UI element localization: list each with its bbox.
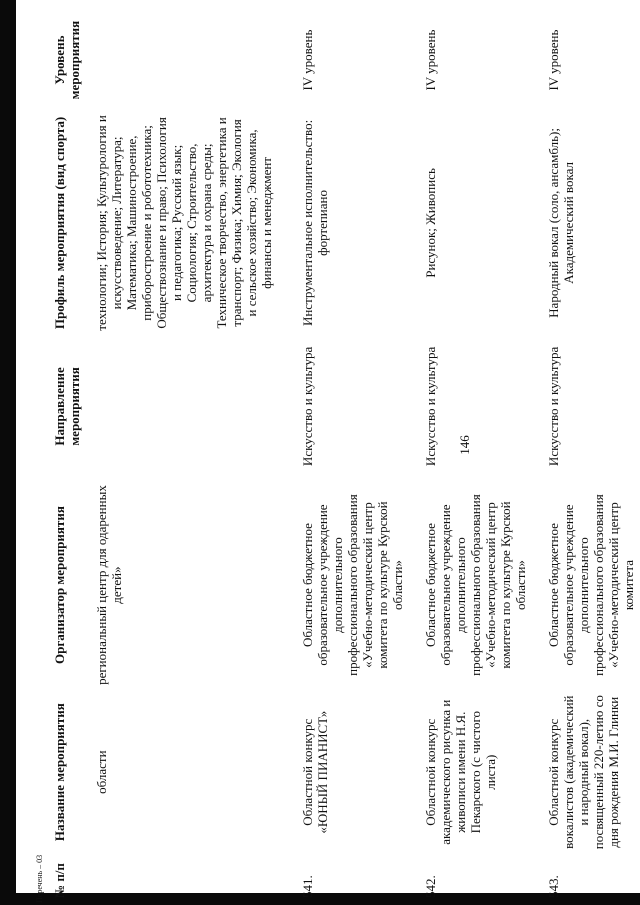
table-row: [419, 9, 542, 901]
table-row-continuation: [92, 9, 296, 901]
cell-name: Областной конкурс академического рисунка и живописи имени Н.Я. Пекарского (с чистого листа): [423, 699, 498, 845]
cell-organizer: Областное бюджетное образовательное учреждение дополнительного профессионального образования «Учебно-методический центр комитета по культуре Курской области»: [300, 494, 405, 676]
cell-organizer: Областное бюджетное образовательное учреждение дополнительного профессионального образования «Учебно-методический центр комитета: [546, 494, 636, 676]
cell-num: [92, 852, 296, 901]
cell-num: 543.: [546, 875, 561, 898]
events-table: [48, 9, 640, 901]
cell-direction: Искусство и культура: [423, 346, 438, 467]
cell-name: Областной конкурс вокалистов (академический и народный вокал), посвященный 220-летию со дня рождения М.И. Глинки: [546, 695, 621, 850]
cell-organizer: Областное бюджетное образовательное учреждение дополнительного профессионального образования «Учебно-методический центр комитета по культуре Курской области»: [423, 494, 528, 676]
footer-code: Перечень – 03: [35, 854, 44, 903]
cell-profile: Народный вокал (соло, ансамбль); Академический вокал: [546, 128, 576, 318]
header-name: Название мероприятия: [52, 703, 67, 842]
cell-name: Областной конкурс «ЮНЫЙ ПИАНИСТ»: [300, 710, 330, 834]
header-direction: Направление мероприятия: [52, 367, 82, 446]
document-page: [16, 0, 640, 905]
table-row: [296, 9, 419, 901]
cell-profile: Инструментальное исполнительство: фортепиано: [300, 119, 330, 327]
page-number: 146: [457, 435, 472, 455]
cell-direction: Искусство и культура: [300, 346, 315, 467]
cell-profile: Рисунок; Живопись: [423, 168, 438, 278]
table-header-row: [48, 9, 92, 901]
cell-num: 541.: [300, 875, 315, 898]
cell-level: IV уровень: [546, 29, 561, 91]
cell-profile: технологии; История; Культурология и искусствоведение; Литература; Математика; Машиностроение, приборостроение и робототехника; Обществознание и право; Психология и педагогика; Русский язык; Социология; Строительство, архитектура и охрана среды; Техническое творчество, энергетика и транспорт; Физика; Химия; Экология и сельское хозяйство; Экономика, финансы и менеджмент: [94, 115, 274, 331]
scan-edge-left: [0, 0, 16, 905]
cell-level: IV уровень: [423, 29, 438, 91]
header-level: Уровень мероприятия: [52, 20, 82, 100]
cell-direction: Искусство и культура: [546, 346, 561, 467]
cell-num: 542.: [423, 875, 438, 898]
header-profile: Профиль мероприятия (вид спорта): [52, 116, 67, 330]
table-row: [542, 9, 640, 901]
cell-name: области: [94, 750, 109, 794]
cell-level: IV уровень: [300, 29, 315, 91]
cell-direction: [92, 335, 296, 478]
cell-organizer: региональный центр для одаренных детей»: [94, 485, 124, 685]
header-organizer: Организатор мероприятия: [52, 506, 67, 664]
header-num: № п/п: [52, 863, 67, 898]
cell-level: [92, 9, 296, 111]
